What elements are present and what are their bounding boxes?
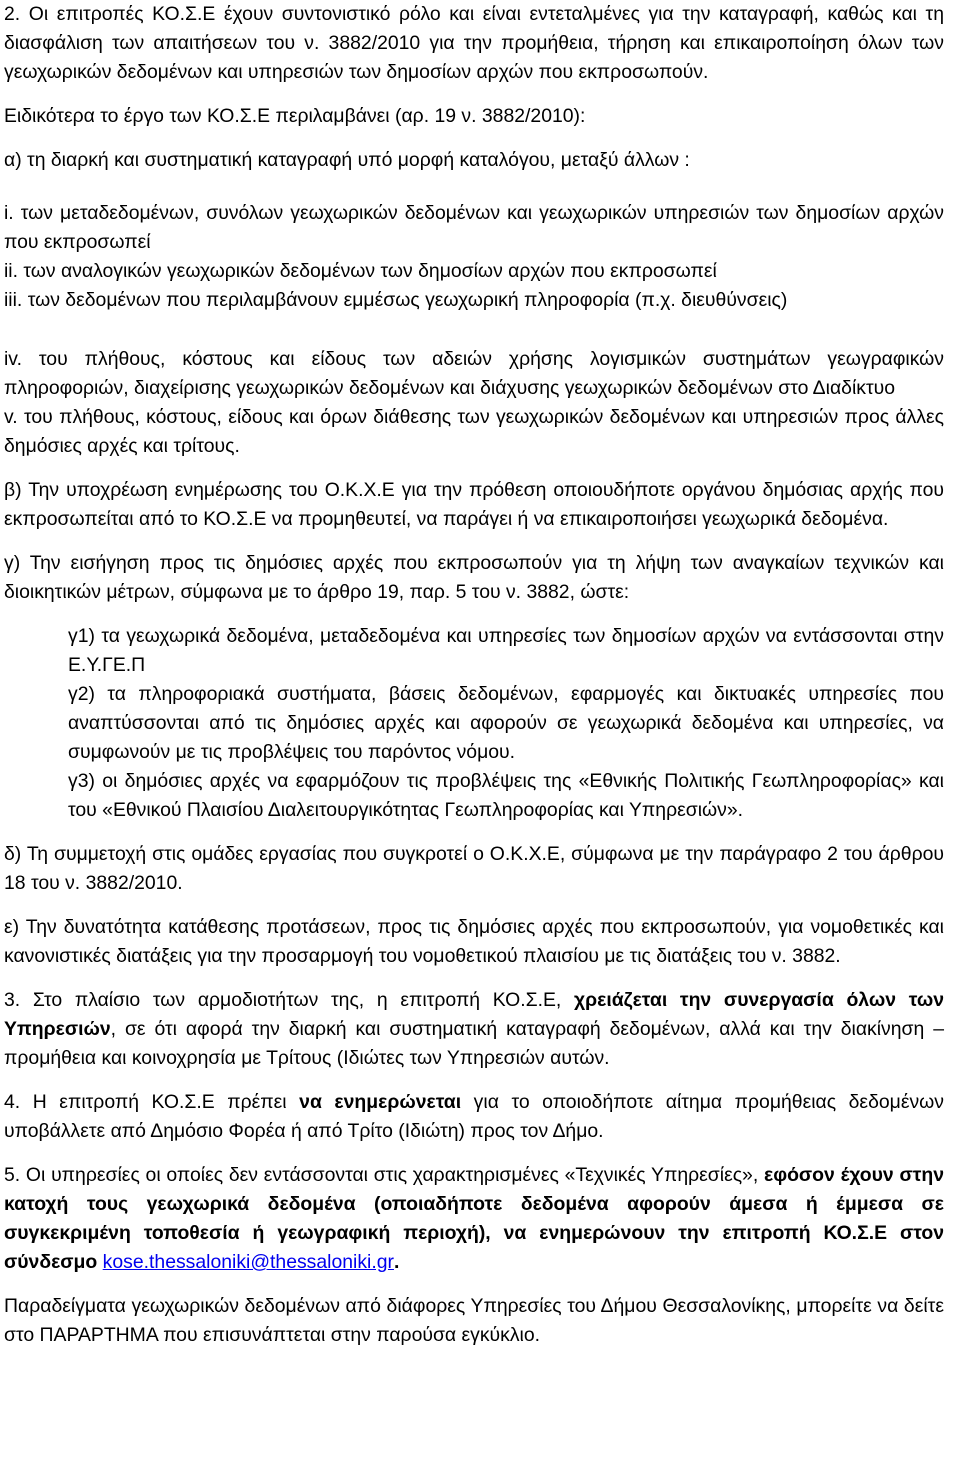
- paragraph-3-post: , σε ότι αφορά την διαρκή και συστηματική καταγραφή δεδομένων, αλλά και τηv διακίνηση – προμήθεια και κοινοχρησία με Τρίτους (Ιδιώτες των Υπηρεσιών αυτών.: [4, 1018, 944, 1069]
- paragraph-2: 2. Οι επιτροπές ΚΟ.Σ.Ε έχουν συντονιστικό ρόλο και είναι εντεταλμένες για την καταγραφή, καθώς και τη διασφάλιση των απαιτήσεων του ν. 3882/2010 για την προμήθεια, τήρηση και επικαιροποίηση όλων των γεωχωρικών δεδομένων και υπηρεσιών των δημοσίων αρχών που εκπροσωπούν.: [4, 3, 944, 83]
- item-c3: γ3) οι δημόσιες αρχές να εφαρμόζουν τις προβλέψεις της «Εθνικής Πολιτικής Γεωπληροφορίας» και του «Εθνικού Πλαισίου Διαλειτουργικότητας Γεωπληροφορίας και Υπηρεσιών».: [68, 770, 944, 821]
- item-e: ε) Την δυνατότητα κατάθεσης προτάσεων, προς τις δημόσιες αρχές που εκπροσωπούν, για νομοθετικές και κανονιστικές διατάξεις για την προσαρμογή του νομοθετικού πλαισίου με τις διατάξεις του ν. 3882.: [4, 916, 944, 967]
- paragraph-4: [4, 1088, 944, 1146]
- item-d: δ) Τη συμμετοχή στις ομάδες εργασίας που συγκροτεί ο Ο.Κ.Χ.Ε, σύμφωνα με την παράγραφο 2 του άρθρου 18 του ν. 3882/2010.: [4, 843, 944, 894]
- paragraph-2-specific: Ειδικότερα το έργο των ΚΟ.Σ.Ε περιλαμβάνει (αρ. 19 ν. 3882/2010):: [4, 105, 586, 127]
- paragraph-4-bold: να ενημερώνεται: [299, 1091, 462, 1113]
- paragraph-6: Παραδείγματα γεωχωρικών δεδομένων από διάφορες Υπηρεσίες του Δήμου Θεσσαλονίκης, μπορείτε να δείτε στο ΠΑΡΑΡΤΗΜΑ που επισυνάπτεται στην παρούσα εγκύκλιο.: [4, 1295, 944, 1346]
- paragraph-5: [4, 1161, 944, 1277]
- item-c2: γ2) τα πληροφοριακά συστήματα, βάσεις δεδομένων, εφαρμογές και δικτυακές υπηρεσίες που αναπτύσσονται από τις δημόσιες αρχές και αφορούν σε γεωχωρικά δεδομένα και υπηρεσίες, να συμφωνούν με τις προβλέψεις του παρόντος νόμου.: [68, 683, 944, 763]
- paragraph-4-pre: 4. Η επιτροπή ΚΟ.Σ.Ε πρέπει: [4, 1091, 300, 1113]
- paragraph-5-pre: 5. Οι υπηρεσίες οι οποίες δεν εντάσσονται στις χαρακτηρισμένες «Τεχνικές Υπηρεσίες»,: [4, 1164, 764, 1186]
- item-c1: γ1) τα γεωχωρικά δεδομένα, μεταδεδομένα και υπηρεσίες των δημοσίων αρχών να εντάσσονται στην Ε.Υ.ΓΕ.Π: [68, 625, 944, 676]
- item-a-v: v. του πλήθους, κόστους, είδους και όρων διάθεσης των γεωχωρικών δεδομένων και υπηρεσιών προς άλλες δημόσιες αρχές και τρίτους.: [4, 406, 944, 457]
- paragraph-3: [4, 986, 944, 1073]
- paragraph-5-tail: .: [393, 1251, 400, 1273]
- item-b: β) Την υποχρέωση ενημέρωσης του Ο.Κ.Χ.Ε για την πρόθεση οποιουδήποτε οργάνου δημόσιας αρχής που εκπροσωπείται από το ΚΟ.Σ.Ε να προμηθευτεί, να παράγει ή να επικαιροποιήσει γεωχωρικά δεδομένα.: [4, 479, 944, 530]
- paragraph-3-bold: χρειάζεται την συνεργασία όλων των Υπηρεσιών: [4, 989, 944, 1040]
- paragraph-3-pre: 3. Στο πλαίσιο των αρμοδιοτήτων της, η επιτροπή ΚΟ.Σ.Ε,: [4, 989, 574, 1011]
- item-a-ii: ii. των αναλογικών γεωχωρικών δεδομένων των δημοσίων αρχών που εκπροσωπεί: [4, 260, 717, 282]
- email-link[interactable]: kose.thessaloniki@thessaloniki.gr: [102, 1251, 394, 1273]
- item-a-iv: iv. του πλήθους, κόστους και είδους των αδειών χρήσης λογισμικών συστημάτων γεωγραφικών πληροφοριών, διαχείρισης γεωχωρικών δεδομένων και διάχυσης γεωχωρικών δεδομένων στο Διαδίκτυο: [4, 348, 944, 399]
- paragraph-4-post: για το οποιοδήποτε αίτημα προμήθειας δεδομένων υποβάλλετε από Δημόσιο Φορέα ή από Τρίτο (Ιδιώτη) προς τον Δήμο.: [4, 1091, 944, 1142]
- item-a-iii: iii. των δεδομένων που περιλαμβάνουν εμμέσως γεωχωρική πληροφορία (π.χ. διευθύνσεις): [4, 289, 788, 311]
- item-c-intro: γ) Την εισήγηση προς τις δημόσιες αρχές που εκπροσωπούν για τη λήψη των αναγκαίων τεχνικών και διοικητικών μέτρων, σύμφωνα με το άρθρο 19, παρ. 5 του ν. 3882, ώστε:: [4, 552, 944, 603]
- item-a-intro: α) τη διαρκή και συστηματική καταγραφή υπό μορφή καταλόγου, μεταξύ άλλων :: [4, 149, 690, 171]
- item-a-i: i. των μεταδεδομένων, συνόλων γεωχωρικών δεδομένων και γεωχωρικών υπηρεσιών των δημοσίων αρχών που εκπροσωπεί: [4, 202, 944, 253]
- paragraph-5-bold: εφόσον έχουν στην κατοχή τους γεωχωρικά δεδομένα (οποιαδήποτε δεδομένα αφορούν άμεσα ή έμμεσα σε συγκεκριμένη τοποθεσία ή γεωγραφική περιοχή), να ενημερώνουν την επιτροπή ΚΟ.Σ.Ε στον σύνδεσμο: [4, 1164, 945, 1273]
